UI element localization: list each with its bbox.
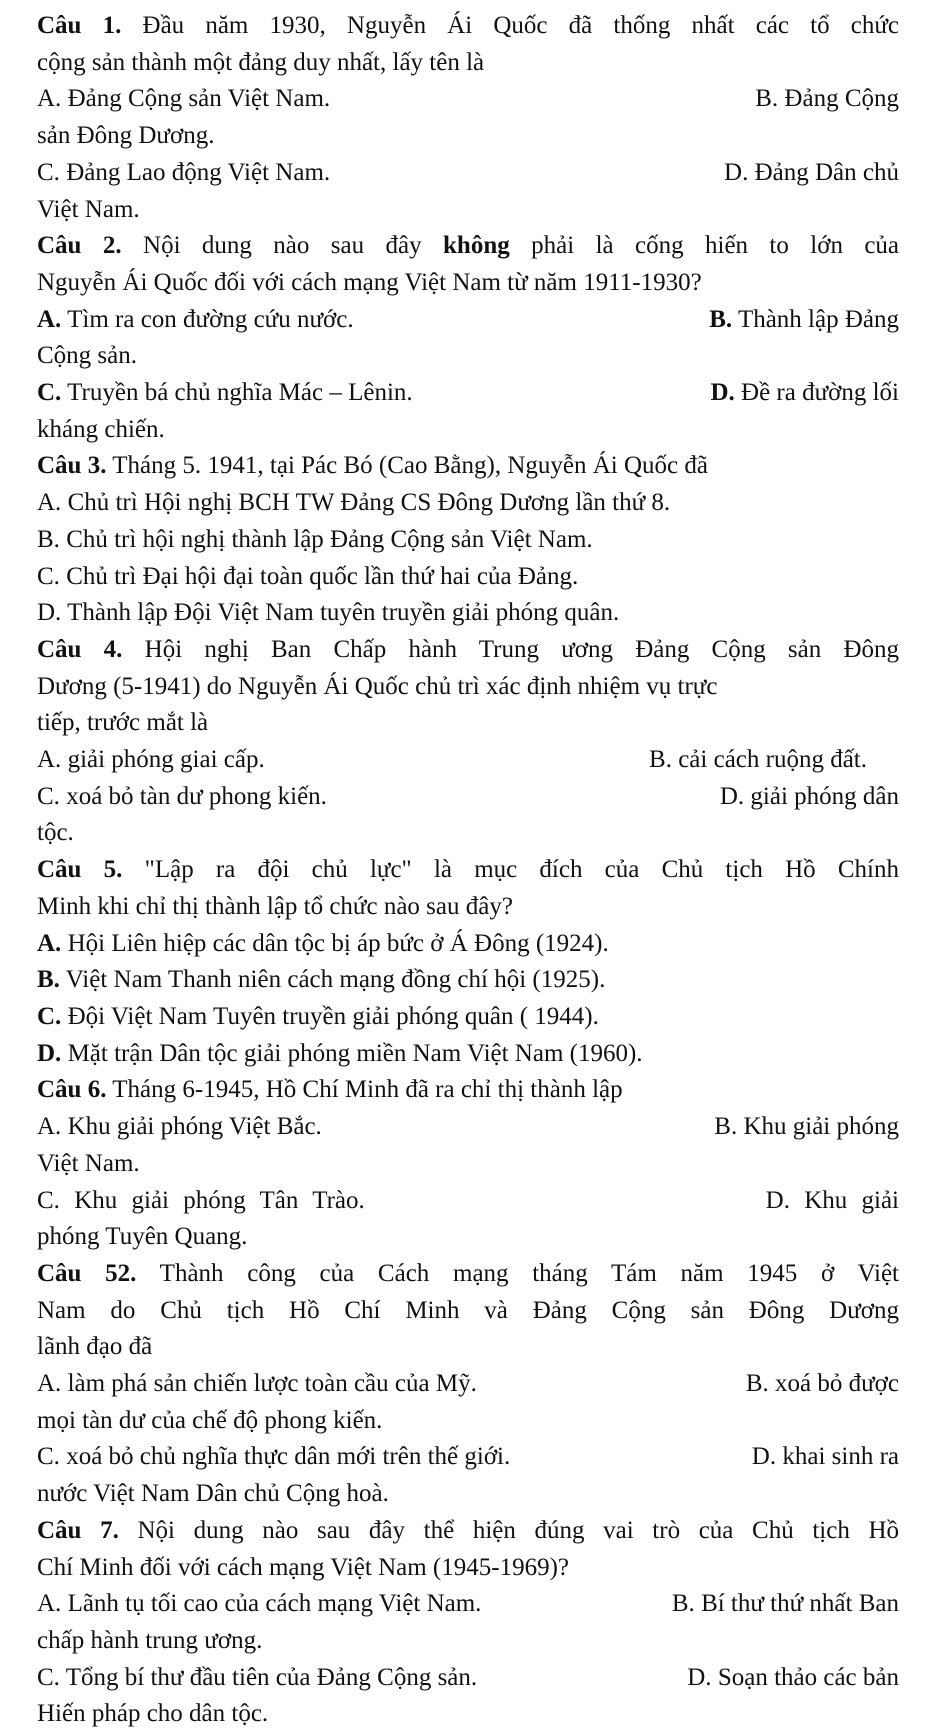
option-text: Đảng Dân chủ (754, 158, 899, 186)
option-letter: B. (649, 746, 672, 774)
option-d[interactable] (710, 375, 899, 412)
question-7 (37, 1513, 899, 1733)
question-stem-line (37, 448, 899, 485)
option-letter: A. (37, 85, 62, 113)
option-d-continuation: Việt Nam. (37, 195, 140, 223)
option-letter: A. (37, 746, 62, 774)
option-d[interactable] (720, 779, 899, 816)
options-row (37, 1660, 899, 1697)
question-2 (37, 228, 899, 448)
option-text: Thành lập Đảng (737, 305, 899, 333)
option-a[interactable] (37, 81, 330, 118)
option-text: xoá bỏ tàn dư phong kiến. (66, 782, 327, 810)
option-letter: D. (719, 782, 745, 810)
option-text: Khu giải phóng Việt Bắc. (67, 1113, 322, 1141)
option-text: Khu giải (804, 1186, 899, 1214)
option-text: Đảng Cộng (784, 85, 899, 113)
option-b-continuation: Việt Nam. (37, 1149, 140, 1177)
option-d[interactable] (37, 1036, 899, 1073)
options-row (37, 1109, 899, 1146)
option-text: Chủ trì Đại hội đại toàn quốc lần thứ hai của Đảng. (66, 562, 579, 590)
question-stem-line (37, 705, 899, 742)
options-row (37, 779, 899, 816)
option-text: Chủ trì Hội nghị BCH TW Đảng CS Đông Dương lần thứ 8. (67, 489, 671, 517)
options-row (37, 1586, 899, 1623)
option-letter: C. (37, 782, 60, 810)
stem-text: Minh khi chỉ thị thành lập tổ chức nào sau đây? (37, 892, 513, 920)
question-label: Câu 3. (37, 452, 107, 480)
question-stem-line (37, 632, 899, 669)
stem-text: "Lập ra đội chủ lực" là mục đích của Chủ tịch Hồ Chính (144, 856, 899, 884)
question-3 (37, 448, 899, 632)
option-b[interactable] (37, 962, 899, 999)
option-b-continuation: mọi tàn dư của chế độ phong kiến. (37, 1406, 383, 1434)
option-letter: A. (37, 305, 62, 333)
option-letter: A. (37, 1113, 62, 1141)
option-letter: C. (37, 562, 60, 590)
option-text: cải cách ruộng đất. (678, 746, 867, 774)
question-6 (37, 1072, 899, 1256)
option-text: Đề ra đường lối (741, 379, 899, 407)
stem-text: cộng sản thành một đảng duy nhất, lấy tên là (37, 48, 485, 76)
option-letter: B. (755, 85, 779, 113)
question-label: Câu 5. (37, 856, 123, 884)
question-label: Câu 1. (37, 12, 122, 39)
option-d[interactable] (687, 1660, 899, 1697)
option-b[interactable] (649, 742, 867, 779)
question-label: Câu 7. (37, 1516, 119, 1544)
option-letter: D. (765, 1186, 790, 1214)
option-letter: C. (37, 379, 62, 407)
option-text: Mặt trận Dân tộc giải phóng miền Nam Việt Nam (1960). (67, 1039, 643, 1067)
stem-text: Nội dung nào sau đây thể hiện đúng vai trò của Chủ tịch Hồ (137, 1516, 900, 1544)
question-52 (37, 1256, 899, 1513)
question-label: Câu 4. (37, 635, 123, 663)
option-text: Hội Liên hiệp các dân tộc bị áp bức ở Á Đông (1924). (67, 929, 609, 957)
option-text: giải phóng giai cấp. (67, 746, 265, 774)
options-row (37, 155, 899, 192)
option-d-continuation: kháng chiến. (37, 415, 165, 443)
option-text: Thành lập Đội Việt Nam tuyên truyền giải phóng quân. (67, 599, 620, 627)
option-letter: A. (37, 929, 62, 957)
question-stem-line (37, 265, 899, 302)
options-row (37, 742, 899, 779)
option-c[interactable] (37, 1183, 365, 1220)
options-row (37, 1366, 899, 1403)
question-stem-line (37, 852, 899, 889)
option-text: Chủ trì hội nghị thành lập Đảng Cộng sản Việt Nam. (66, 525, 593, 553)
option-b-continuation: chấp hành trung ương. (37, 1626, 263, 1654)
option-c[interactable] (37, 779, 327, 816)
option-d-continuation: tộc. (37, 819, 74, 847)
stem-text: Tháng 6-1945, Hồ Chí Minh đã ra chỉ thị thành lập (112, 1076, 623, 1104)
option-a[interactable] (37, 742, 265, 779)
option-d-continuation: nước Việt Nam Dân chủ Cộng hoà. (37, 1480, 389, 1508)
stem-text: tiếp, trước mắt là (37, 709, 209, 737)
question-stem-line (37, 1329, 899, 1366)
option-b[interactable] (755, 81, 899, 118)
option-b[interactable] (672, 1586, 899, 1623)
option-letter: A. (37, 489, 62, 517)
option-text: làm phá sản chiến lược toàn cầu của Mỹ. (67, 1370, 477, 1398)
question-stem-line (37, 8, 899, 45)
option-letter: D. (710, 379, 735, 407)
option-a[interactable] (37, 485, 899, 522)
option-letter: B. (671, 1590, 695, 1618)
question-stem-line (37, 1072, 899, 1109)
stem-text: Tháng 5. 1941, tại Pác Bó (Cao Bằng), Nguyễn Ái Quốc đã (112, 452, 708, 480)
options-row (37, 302, 899, 339)
option-letter: D. (37, 1039, 62, 1067)
option-letter: C. (37, 1186, 60, 1214)
question-stem-line (37, 669, 899, 706)
option-c[interactable] (37, 1660, 477, 1697)
option-d[interactable] (766, 1183, 899, 1220)
option-letter: B. (37, 525, 60, 553)
question-label: Câu 2. (37, 232, 122, 260)
option-d-continuation: Hiến pháp cho dân tộc. (37, 1700, 269, 1728)
option-letter: D. (687, 1663, 712, 1691)
option-a[interactable] (37, 1586, 481, 1623)
question-5 (37, 852, 899, 1072)
options-row (37, 1183, 899, 1220)
option-text: Khu giải phóng Tân Trào. (74, 1186, 365, 1214)
stem-text: Nguyễn Ái Quốc đối với cách mạng Việt Nam từ năm 1911-1930? (37, 268, 702, 296)
option-a[interactable] (37, 1366, 477, 1403)
option-text: Khu giải phóng (743, 1113, 899, 1141)
option-a[interactable] (37, 302, 354, 339)
question-4 (37, 632, 899, 852)
option-text: khai sinh ra (782, 1443, 899, 1471)
option-b[interactable] (746, 1366, 899, 1403)
option-text: giải phóng dân (750, 782, 899, 810)
option-d-continuation: phóng Tuyên Quang. (37, 1223, 248, 1251)
stem-text: Thành công của Cách mạng tháng Tám năm 1945 ở Việt (159, 1259, 899, 1287)
question-label: Câu 52. (37, 1259, 137, 1287)
option-letter: C. (37, 158, 60, 186)
stem-text: phải là cống hiến to lớn của (531, 232, 900, 260)
option-a[interactable] (37, 926, 899, 963)
option-text: Truyền bá chủ nghĩa Mác – Lênin. (67, 379, 413, 407)
option-letter: D. (751, 1443, 777, 1471)
options-row (37, 1439, 899, 1476)
option-c[interactable] (37, 559, 899, 596)
option-b[interactable] (714, 1109, 899, 1146)
option-text: Soạn thảo các bản (717, 1663, 899, 1691)
question-stem-line (37, 1256, 899, 1293)
question-stem-line (37, 45, 899, 82)
option-text: Bí thư thứ nhất Ban (701, 1590, 899, 1618)
option-c[interactable] (37, 1439, 510, 1476)
stem-text: Nội dung nào sau đây (143, 232, 422, 260)
option-d[interactable] (37, 595, 899, 632)
option-text: Việt Nam Thanh niên cách mạng đồng chí hội (1925). (65, 966, 606, 994)
option-b[interactable] (709, 302, 899, 339)
option-letter: D. (724, 158, 749, 186)
option-text: Đảng Lao động Việt Nam. (66, 158, 331, 186)
options-row (37, 375, 899, 412)
stem-text: Nam do Chủ tịch Hồ Chí Minh và Đảng Cộng sản Đông Dương (37, 1296, 899, 1324)
option-b-continuation: sản Đông Dương. (37, 122, 215, 150)
option-d[interactable] (724, 155, 899, 192)
option-text: Lãnh tụ tối cao của cách mạng Việt Nam. (67, 1590, 482, 1618)
option-text: Tìm ra con đường cứu nước. (67, 305, 354, 333)
option-letter: A. (37, 1590, 62, 1618)
question-stem-line (37, 228, 899, 265)
question-stem-line (37, 1513, 899, 1550)
option-letter: C. (37, 1663, 60, 1691)
stem-text: Đầu năm 1930, Nguyễn Ái Quốc đã thống nhất các tổ chức (142, 12, 900, 39)
question-1 (37, 8, 899, 228)
option-text: Đảng Cộng sản Việt Nam. (67, 85, 331, 113)
option-c[interactable] (37, 999, 899, 1036)
option-letter: B. (37, 966, 60, 994)
option-c[interactable] (37, 375, 413, 412)
stem-emphasis: không (443, 232, 510, 260)
option-b-continuation: Cộng sản. (37, 342, 137, 370)
question-stem-line (37, 1293, 899, 1330)
stem-text: Dương (5-1941) do Nguyễn Ái Quốc chủ trì xác định nhiệm vụ trực (37, 672, 718, 700)
stem-text: lãnh đạo đã (37, 1333, 153, 1361)
option-c[interactable] (37, 155, 330, 192)
option-letter: C. (37, 1443, 60, 1471)
stem-text: Chí Minh đối với cách mạng Việt Nam (1945-1969)? (37, 1553, 569, 1581)
option-text: Đội Việt Nam Tuyên truyền giải phóng quân ( 1944). (67, 1002, 599, 1030)
option-d[interactable] (752, 1439, 899, 1476)
question-stem-line (37, 889, 899, 926)
option-letter: B. (714, 1113, 738, 1141)
option-text: Tổng bí thư đầu tiên của Đảng Cộng sản. (65, 1663, 478, 1691)
option-letter: C. (37, 1002, 62, 1030)
option-letter: B. (709, 305, 733, 333)
option-letter: A. (37, 1370, 62, 1398)
option-b[interactable] (37, 522, 899, 559)
question-label: Câu 6. (37, 1076, 107, 1104)
question-stem-line (37, 1550, 899, 1587)
option-letter: B. (745, 1370, 769, 1398)
option-a[interactable] (37, 1109, 322, 1146)
stem-text: Hội nghị Ban Chấp hành Trung ương Đảng Cộng sản Đông (144, 635, 900, 663)
options-row (37, 81, 899, 118)
option-text: xoá bỏ được (775, 1370, 899, 1398)
option-text: xoá bỏ chủ nghĩa thực dân mới trên thế giới. (66, 1443, 511, 1471)
option-letter: D. (37, 599, 62, 627)
